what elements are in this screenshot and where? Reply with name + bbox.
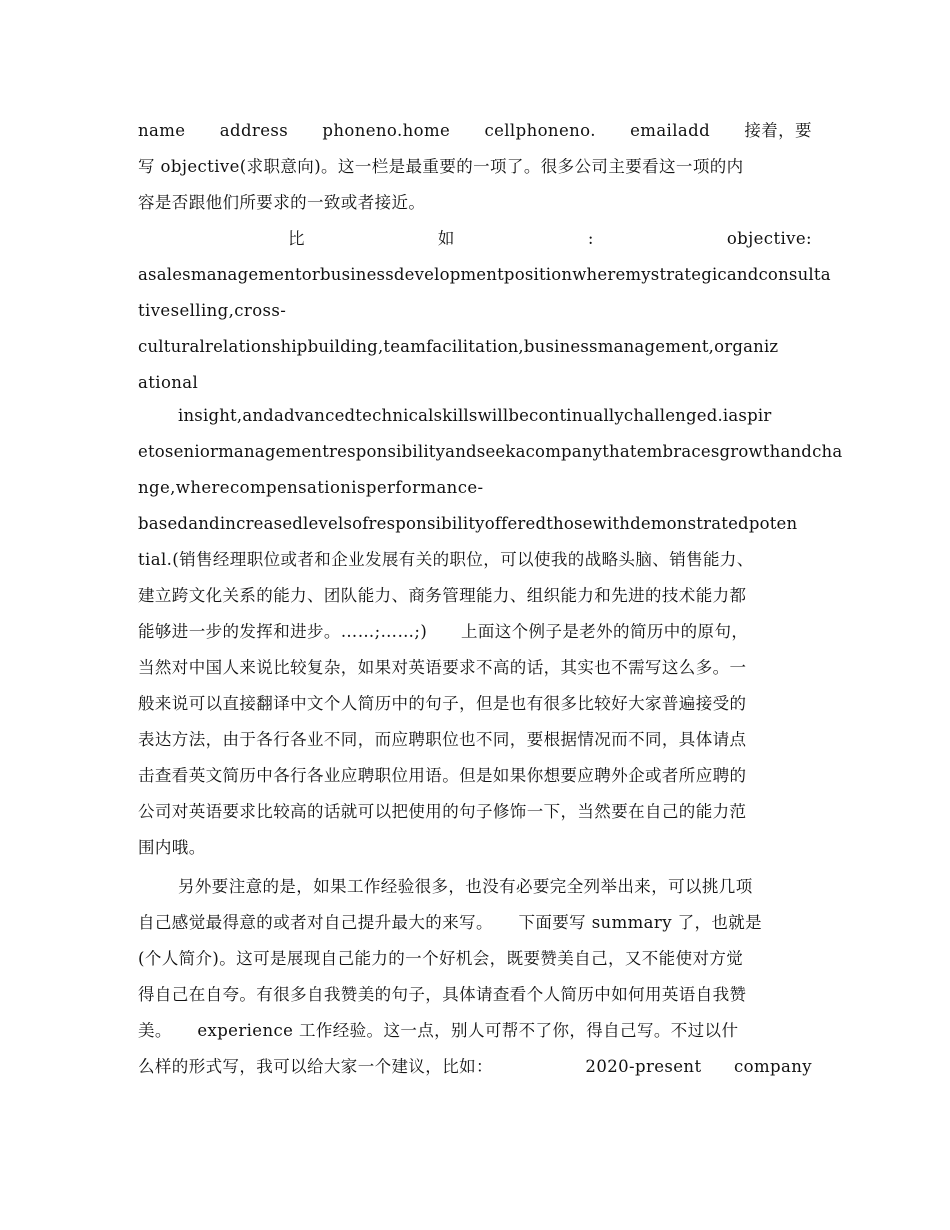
text-line-26: 美。 experience 工作经验。这一点，别人可帮不了你，得自己写。不过以什 — [138, 1021, 739, 1040]
word: company — [734, 1057, 812, 1076]
word: phoneno.home — [322, 121, 451, 140]
text-line-13: tial.(销售经理职位或者和企业发展有关的职位，可以使我的战略头脑、销售能力、 — [138, 550, 754, 569]
text-line-10: etoseniormanagementresponsibilityandseekacompanythatembracesgrowthandcha — [138, 442, 843, 461]
text-line-27 — [138, 1057, 812, 1077]
text-line-1 — [138, 121, 812, 141]
word: cellphoneno. — [484, 121, 596, 140]
text-line-25: 得自己在自夸。有很多自我赞美的句子，具体请查看个人简历中如何用英语自我赞 — [138, 985, 747, 1004]
text-line-6: tiveselling,cross- — [138, 301, 287, 320]
text-line-22: 另外要注意的是，如果工作经验很多，也没有必要完全列举出来，可以挑几项 — [178, 877, 753, 896]
word: emailadd — [630, 121, 711, 140]
text-line-8: ational — [138, 373, 199, 392]
text-line-18: 表达方法，由于各行各业不同，而应聘职位也不同，要根据情况而不同，具体请点 — [138, 730, 747, 749]
word: 比 — [288, 229, 305, 248]
word: 接着，要 — [744, 121, 812, 140]
text-line-7: culturalrelationshipbuilding,teamfacilitation,businessmanagement,organiz — [138, 337, 779, 356]
text-line-24: (个人简介)。这可是展现自己能力的一个好机会，既要赞美自己，又不能使对方觉 — [138, 949, 744, 968]
text-line-23: 自己感觉最得意的或者对自己提升最大的来写。 下面要写 summary 了，也就是 — [138, 913, 763, 932]
word: name — [138, 121, 186, 140]
word: 如 — [437, 229, 455, 248]
text-line-14: 建立跨文化关系的能力、团队能力、商务管理能力、组织能力和先进的技术能力都 — [138, 586, 747, 605]
word: 2020-present — [585, 1057, 702, 1076]
word: : — [587, 229, 594, 248]
text-line-17: 般来说可以直接翻译中文个人简历中的句子，但是也有很多比较好大家普遍接受的 — [138, 694, 747, 713]
text-line-2: 写 objective(求职意向)。这一栏是最重要的一项了。很多公司主要看这一项的内 — [138, 157, 744, 176]
text-line-9: insight,andadvancedtechnicalskillswillbecontinuallychallenged.iaspir — [178, 406, 772, 425]
text-line-16: 当然对中国人来说比较复杂，如果对英语要求不高的话，其实也不需写这么多。一 — [138, 658, 747, 677]
word: objective: — [726, 229, 812, 248]
text-line-4 — [288, 229, 812, 249]
text-line-20: 公司对英语要求比较高的话就可以把使用的句子修饰一下，当然要在自己的能力范 — [138, 802, 747, 821]
text-line-11: nge,wherecompensationisperformance- — [138, 478, 484, 497]
text-line-19: 击查看英文简历中各行各业应聘职位用语。但是如果你想要应聘外企或者所应聘的 — [138, 766, 747, 785]
text-line-5: asalesmanagementorbusinessdevelopmentpositionwheremystrategicandconsulta — [138, 265, 831, 284]
phrase: 么样的形式写，我可以给大家一个建议，比如： — [138, 1057, 493, 1076]
word: address — [219, 121, 289, 140]
text-line-15: 能够进一步的发挥和进步。……;……;) 上面这个例子是老外的简历中的原句， — [138, 622, 749, 641]
text-line-21: 围内哦。 — [138, 838, 206, 857]
text-line-3: 容是否跟他们所要求的一致或者接近。 — [138, 193, 426, 212]
text-line-12: basedandincreasedlevelsofresponsibilityofferedthosewithdemonstratedpoten — [138, 514, 798, 533]
